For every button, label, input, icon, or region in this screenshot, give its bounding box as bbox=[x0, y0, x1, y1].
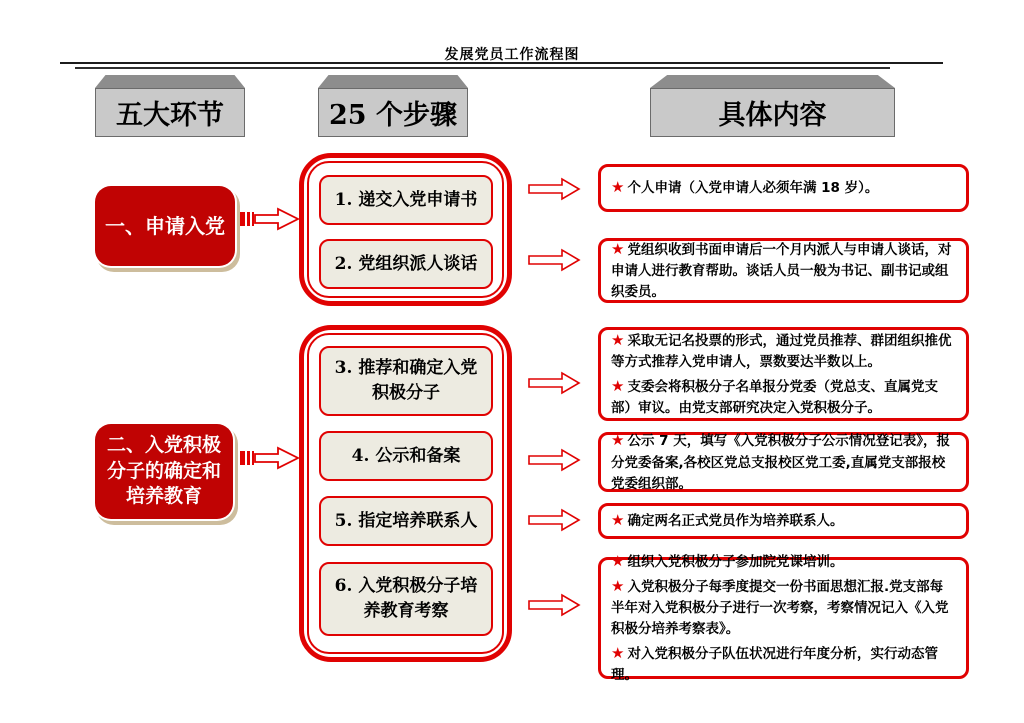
arrow-right-icon bbox=[527, 592, 581, 618]
arrow-right-icon bbox=[527, 247, 581, 273]
detail-arrow-2 bbox=[527, 247, 581, 273]
bullet: ★ 入党积极分子每季度提交一份书面思想汇报.党支部每半年对入党积极分子进行一次考察，考察情况记入《入党积极分培养考察表》。 bbox=[611, 577, 949, 638]
header-top-face bbox=[318, 75, 468, 88]
bullet: ★ 个人申请（入党申请人必须年满 18 岁）。 bbox=[611, 178, 879, 197]
arrow-right-icon bbox=[527, 447, 581, 473]
star-icon: ★ bbox=[611, 511, 625, 530]
bullet: ★ 对入党积极分子队伍状况进行年度分析，实行动态管理。 bbox=[611, 644, 938, 684]
star-icon: ★ bbox=[611, 551, 625, 570]
stage-arrow-2 bbox=[238, 443, 300, 473]
bullet: ★ 组织入党积极分子参加院党课培训。 bbox=[611, 551, 844, 570]
header-top-face bbox=[650, 75, 895, 88]
header-top-face bbox=[95, 75, 245, 88]
detail-box-2 bbox=[598, 238, 969, 303]
star-icon: ★ bbox=[611, 178, 625, 197]
bullet: ★ 公示 7 天，填写《入党积极分子公示情况登记表》，报分党委备案,各校区党总支报校区党工委,直属党支部报校党委组织部。 bbox=[611, 431, 950, 492]
detail-box-5 bbox=[598, 503, 969, 539]
title-underline-2 bbox=[75, 67, 890, 69]
detail-arrow-6 bbox=[527, 592, 581, 618]
bullet: ★ 党组织收到书面申请后一个月内派人与申请人谈话，对申请人进行教育帮助。谈话人员一般为书记、副书记或组织委员。 bbox=[611, 239, 952, 301]
detail-arrow-3 bbox=[527, 370, 581, 396]
header-label: 五大环节 bbox=[95, 88, 245, 137]
column-header-steps bbox=[318, 75, 468, 137]
arrow-right-icon bbox=[527, 176, 581, 202]
step-box-1: 1. 递交入党申请书 bbox=[319, 175, 493, 225]
step-box-2: 2. 党组织派人谈话 bbox=[319, 239, 493, 289]
detail-box-3 bbox=[598, 327, 969, 421]
column-header-stages bbox=[95, 75, 245, 137]
column-header-content bbox=[650, 75, 895, 137]
star-icon: ★ bbox=[611, 377, 625, 395]
step-box-5: 5. 指定培养联系人 bbox=[319, 496, 493, 546]
star-icon: ★ bbox=[611, 577, 625, 595]
bullet: ★ 支委会将积极分子名单报分党委（党总支、直属党支部）审议。由党支部研究决定入党积极分子。 bbox=[611, 377, 938, 417]
step-box-6: 6. 入党积极分子培养教育考察 bbox=[319, 562, 493, 636]
stage-box-1: 一、申请入党 bbox=[95, 186, 235, 266]
detail-arrow-1 bbox=[527, 176, 581, 202]
stage-box-2: 二、入党积极分子的确定和培养教育 bbox=[95, 424, 233, 519]
star-icon: ★ bbox=[611, 431, 625, 450]
striped-arrow-icon bbox=[238, 443, 300, 473]
stage-arrow-1 bbox=[238, 204, 300, 234]
page-title: 发展党员工作流程图 bbox=[444, 47, 580, 63]
striped-arrow-icon bbox=[238, 204, 300, 234]
detail-box-1 bbox=[598, 164, 969, 212]
detail-arrow-4 bbox=[527, 447, 581, 473]
bullet: ★ 采取无记名投票的形式，通过党员推荐、群团组织推优等方式推荐入党申请人，票数要达半数以上。 bbox=[611, 330, 952, 371]
header-label: 25 个步骤 bbox=[318, 88, 468, 137]
title-underline bbox=[60, 62, 943, 64]
bullet: ★ 确定两名正式党员作为培养联系人。 bbox=[611, 511, 844, 530]
star-icon: ★ bbox=[611, 330, 625, 349]
arrow-right-icon bbox=[527, 507, 581, 533]
detail-box-4 bbox=[598, 432, 969, 492]
star-icon: ★ bbox=[611, 644, 625, 663]
detail-arrow-5 bbox=[527, 507, 581, 533]
step-box-4: 4. 公示和备案 bbox=[319, 431, 493, 481]
header-label: 具体内容 bbox=[650, 88, 895, 137]
arrow-right-icon bbox=[527, 370, 581, 396]
star-icon: ★ bbox=[611, 239, 625, 258]
step-box-3: 3. 推荐和确定入党积极分子 bbox=[319, 346, 493, 416]
detail-box-6 bbox=[598, 551, 969, 684]
